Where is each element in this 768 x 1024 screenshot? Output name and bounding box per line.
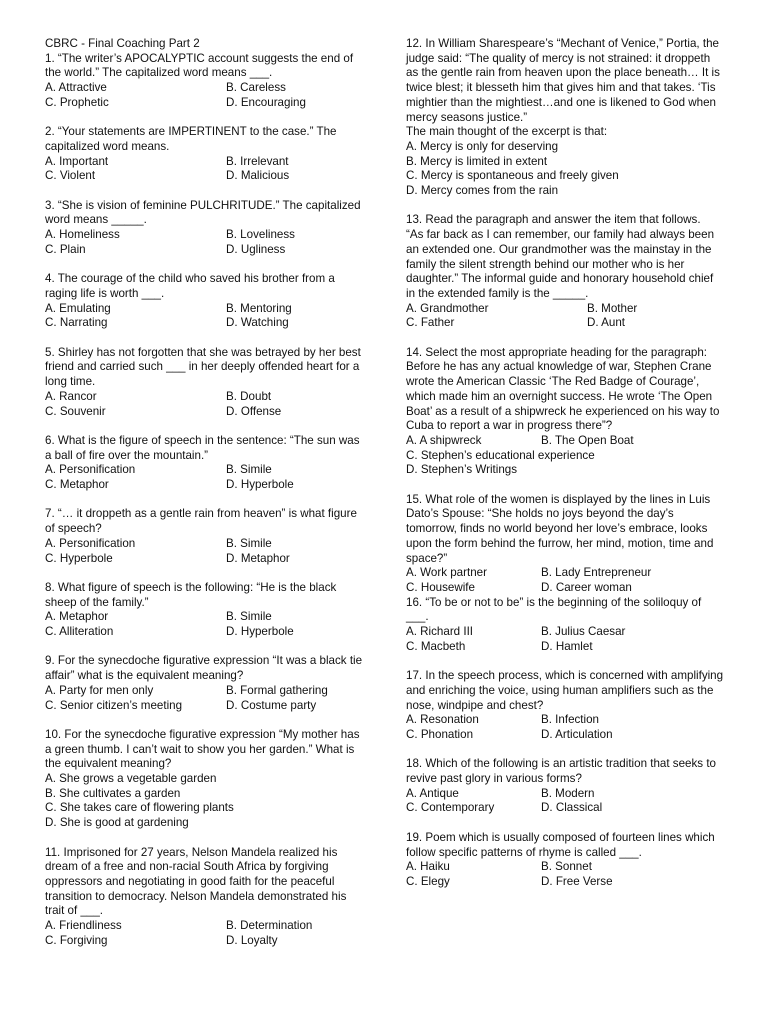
answer-option: A. Personification (45, 536, 136, 550)
answer-option: C. Alliteration (45, 625, 114, 639)
answer-option: C. Narrating (45, 316, 108, 330)
question-text: For the synecdoche figurative expression “It was a black tie affair” what is the equivalent meaning? (45, 654, 363, 683)
answer-options (45, 537, 365, 566)
answer-option: B. Infection (541, 713, 600, 727)
answer-option: A. She grows a vegetable garden (45, 772, 217, 786)
question-text: Poem which is usually composed of fourteen lines which follow specific patterns of rhyme is called ___. (406, 830, 715, 859)
answer-option: D. Metaphor (226, 551, 290, 565)
document-title: CBRC - Final Coaching Part 2 (45, 37, 200, 50)
answer-option: A. Homeliness (45, 228, 120, 242)
answer-option: B. Sonnet (541, 860, 592, 874)
question-14 (406, 346, 724, 478)
answer-option: D. Watching (226, 316, 289, 330)
question-number: 5. (45, 345, 55, 359)
answer-option: A. Richard III (406, 625, 474, 639)
answer-option: C. Prophetic (45, 95, 109, 109)
answer-option: A. Important (45, 154, 109, 168)
question-6 (45, 434, 365, 493)
question-stem (406, 596, 724, 625)
answer-options (45, 390, 365, 419)
question-5 (45, 346, 365, 420)
answer-options (45, 81, 365, 110)
question-stem (406, 831, 724, 860)
question-text: What figure of speech is the following: “He is the black sheep of the family.” (45, 580, 337, 609)
answer-options (406, 302, 724, 331)
answer-option: B. Loveliness (226, 228, 295, 242)
question-text: Imprisoned for 27 years, Nelson Mandela realized his dream of a free and non-racial South Africa by forgiving oppressors and negotiating in good faith for the peaceful transition to democracy. Nelson Mandela demonstrated his trait of ___. (45, 845, 347, 918)
question-stem (45, 272, 365, 301)
question-4 (45, 272, 365, 331)
answer-option: A. Haiku (406, 860, 450, 874)
answer-option: C. Macbeth (406, 639, 466, 653)
answer-option: D. Classical (541, 801, 603, 815)
answer-option: C. Plain (45, 242, 86, 256)
answer-option: B. Irrelevant (226, 154, 289, 168)
answer-option: B. Formal gathering (226, 683, 328, 697)
question-text: The courage of the child who saved his brother from a raging life is worth ___. (45, 272, 335, 300)
answer-options (406, 860, 724, 889)
answer-options (45, 772, 365, 831)
answer-option: B. Mother (587, 301, 638, 315)
question-passage: “As far back as I can remember, our family had always been an extended one. Our grandmother was the mainstay in the family the silent strength behind our mother who is her daughter.” The informal guide and honorary household chief in the extended family is the _____. (406, 228, 715, 300)
question-17 (406, 669, 724, 743)
question-number: 15. (406, 492, 423, 506)
answer-option: D. Stephen’s Writings (406, 463, 518, 477)
answer-option: D. Hyperbole (226, 625, 294, 639)
question-text: “She is vision of feminine PULCHRITUDE.” The capitalized word means _____. (45, 198, 361, 227)
answer-option: A. A shipwreck (406, 433, 482, 447)
left-column (45, 37, 365, 963)
answer-option: D. Ugliness (226, 242, 286, 256)
answer-option: B. Simile (226, 463, 272, 477)
answer-option: C. Mercy is spontaneous and freely given (406, 169, 619, 183)
answer-option: C. Contemporary (406, 801, 495, 815)
answer-options (45, 463, 365, 492)
answer-options (406, 787, 724, 816)
question-number: 14. (406, 345, 423, 359)
answer-option: C. She takes care of flowering plants (45, 801, 234, 815)
answer-option: B. Mercy is limited in extent (406, 154, 548, 168)
question-16 (406, 596, 724, 655)
answer-option: C. Housewife (406, 580, 475, 594)
answer-option: D. Costume party (226, 698, 317, 712)
answer-options (45, 228, 365, 257)
question-3 (45, 199, 365, 258)
answer-option: A. Personification (45, 463, 136, 477)
question-text: Shirley has not forgotten that she was betrayed by her best friend and carried such ___ in her deeply offended heart for a long time. (45, 345, 361, 389)
answer-option: A. Mercy is only for deserving (406, 139, 559, 153)
question-stem (45, 199, 365, 228)
question-stem (45, 52, 365, 81)
answer-option: C. Elegy (406, 874, 450, 888)
question-stem (406, 37, 724, 125)
question-number: 3. (45, 198, 55, 212)
answer-option: B. Simile (226, 536, 272, 550)
answer-option: D. Hamlet (541, 639, 593, 653)
answer-option: A. Rancor (45, 389, 97, 403)
answer-option: D. Encouraging (226, 95, 306, 109)
answer-option: D. She is good at gardening (45, 816, 189, 830)
answer-option: C. Metaphor (45, 478, 109, 492)
question-number: 4. (45, 272, 55, 286)
question-8 (45, 581, 365, 640)
answer-option: A. Emulating (45, 301, 111, 315)
question-stem (45, 846, 365, 920)
question-text: “The writer’s APOCALYPTIC account suggests the end of the world.” The capitalized word means ___. (45, 51, 354, 80)
answer-option: D. Career woman (541, 580, 632, 594)
answer-option: D. Articulation (541, 727, 613, 741)
answer-options (45, 155, 365, 184)
answer-options (406, 449, 724, 478)
question-text: Read the paragraph and answer the item that follows. (425, 213, 701, 227)
answer-option: C. Phonation (406, 727, 474, 741)
question-text: Which of the following is an artistic tradition that seeks to revive past glory in various forms? (406, 757, 716, 786)
question-stem (45, 434, 365, 463)
question-number: 2. (45, 125, 55, 139)
question-19 (406, 831, 724, 890)
answer-option: B. The Open Boat (541, 433, 634, 447)
answer-option: B. Doubt (226, 389, 272, 403)
answer-option: D. Mercy comes from the rain (406, 184, 559, 198)
question-stem (45, 654, 365, 683)
answer-option: A. Metaphor (45, 610, 109, 624)
answer-option: B. Mentoring (226, 301, 292, 315)
answer-options (45, 684, 365, 713)
question-text: What role of the women is displayed by the lines in Luis Dato’s Spouse: “She holds no joys beyond the day’s tomorrow, finds no world beyond her love’s embrace, looks upon the form behind the furrow, her mind, motion, time and space?” (406, 492, 714, 565)
question-number: 8. (45, 580, 55, 594)
answer-option: A. Antique (406, 786, 459, 800)
question-stem (45, 507, 365, 536)
question-number: 16. (406, 595, 423, 609)
question-text: “Your statements are IMPERTINENT to the case.” The capitalized word means. (45, 125, 337, 153)
question-number: 11. (45, 845, 61, 859)
question-text: “… it droppeth as a gentle rain from heaven” is what figure of speech? (45, 507, 357, 536)
question-number: 13. (406, 213, 423, 227)
answer-option: D. Offense (226, 404, 282, 418)
question-2 (45, 125, 365, 184)
question-18 (406, 757, 724, 816)
answer-option: A. Resonation (406, 713, 479, 727)
answer-option: C. Forgiving (45, 933, 108, 947)
question-stem (406, 493, 724, 567)
answer-option: C. Father (406, 316, 455, 330)
answer-option: A. Grandmother (406, 301, 489, 315)
answer-option: D. Hyperbole (226, 478, 294, 492)
question-number: 9. (45, 654, 55, 668)
answer-option: D. Aunt (587, 316, 626, 330)
answer-option: C. Stephen’s educational experience (406, 448, 595, 462)
answer-option: A. Party for men only (45, 683, 154, 697)
question-number: 7. (45, 507, 55, 521)
answer-options (406, 566, 724, 595)
answer-options (406, 625, 724, 654)
question-15 (406, 493, 724, 596)
answer-option: B. Modern (541, 786, 595, 800)
question-text: For the synecdoche figurative expression “My mother has a green thumb. I can’t wait to show you her garden.” What is the equivalent meaning? (45, 727, 360, 771)
question-1 (45, 52, 365, 111)
answer-option: B. Determination (226, 919, 313, 933)
question-text: In the speech process, which is concerned with amplifying and enriching the voice, using human amplifiers such as the nose, windpipe and chest? (406, 669, 724, 712)
question-stem (406, 213, 724, 228)
question-number: 12. (406, 37, 423, 50)
question-stem (406, 346, 724, 361)
answer-option: A. Work partner (406, 566, 487, 580)
question-stem (406, 757, 724, 786)
question-text: “To be or not to be” is the beginning of the soliloquy of ___. (406, 595, 702, 624)
question-number: 19. (406, 830, 423, 844)
question-9 (45, 654, 365, 713)
question-11 (45, 846, 365, 949)
answer-option: D. Free Verse (541, 874, 613, 888)
answer-option: B. Julius Caesar (541, 625, 626, 639)
question-number: 1. (45, 51, 55, 65)
answer-option: D. Loyalty (226, 933, 278, 947)
question-stem (45, 125, 365, 154)
answer-option: C. Hyperbole (45, 551, 113, 565)
question-text: In William Sharespeare’s “Mechant of Venice,” Portia, the judge said: “The quality of mercy is not strained: it droppeth as the gentle rain from heaven upon the place beneath… It is twice blest; it blesseth him that gives him and that takes. ‘Tis mightier than the mightiest…and one is likened to God when mercy seasons justice.” (406, 37, 720, 124)
answer-options (406, 713, 724, 742)
question-number: 10. (45, 727, 62, 741)
answer-options (406, 434, 724, 449)
answer-option: C. Souvenir (45, 404, 106, 418)
answer-option: C. Senior citizen’s meeting (45, 698, 183, 712)
answer-options (406, 140, 724, 199)
question-number: 18. (406, 757, 423, 771)
question-stem (45, 581, 365, 610)
question-text: Select the most appropriate heading for the paragraph: (425, 345, 708, 359)
answer-option: B. Simile (226, 610, 272, 624)
question-10 (45, 728, 365, 831)
question-text: What is the figure of speech in the sentence: “The sun was a ball of fire over the mountain.” (45, 433, 360, 462)
answer-option: A. Friendliness (45, 919, 122, 933)
answer-option: B. Lady Entrepreneur (541, 566, 652, 580)
answer-option: C. Violent (45, 169, 96, 183)
question-stem (406, 669, 724, 713)
question-passage: The main thought of the excerpt is that: (406, 125, 608, 139)
question-stem (45, 346, 365, 390)
right-column (406, 37, 724, 904)
answer-option: A. Attractive (45, 81, 107, 95)
question-stem (45, 728, 365, 772)
answer-option: B. Careless (226, 81, 286, 95)
question-13 (406, 213, 724, 331)
answer-option: B. She cultivates a garden (45, 786, 181, 800)
answer-option: D. Malicious (226, 169, 290, 183)
question-passage: Before he has any actual knowledge of war, Stephen Crane wrote the American Classic ‘The Red Badge of Courage’, which made him an overnight success. He wrote ‘The Open Boat’ as a result of a shipwreck he experienced on his way to Cuba to report a war in progress there”? (406, 360, 720, 433)
question-7 (45, 507, 365, 566)
question-12 (406, 37, 724, 199)
question-number: 17. (406, 669, 423, 683)
answer-options (45, 610, 365, 639)
answer-options (45, 302, 365, 331)
answer-options (45, 919, 365, 948)
question-number: 6. (45, 433, 55, 447)
